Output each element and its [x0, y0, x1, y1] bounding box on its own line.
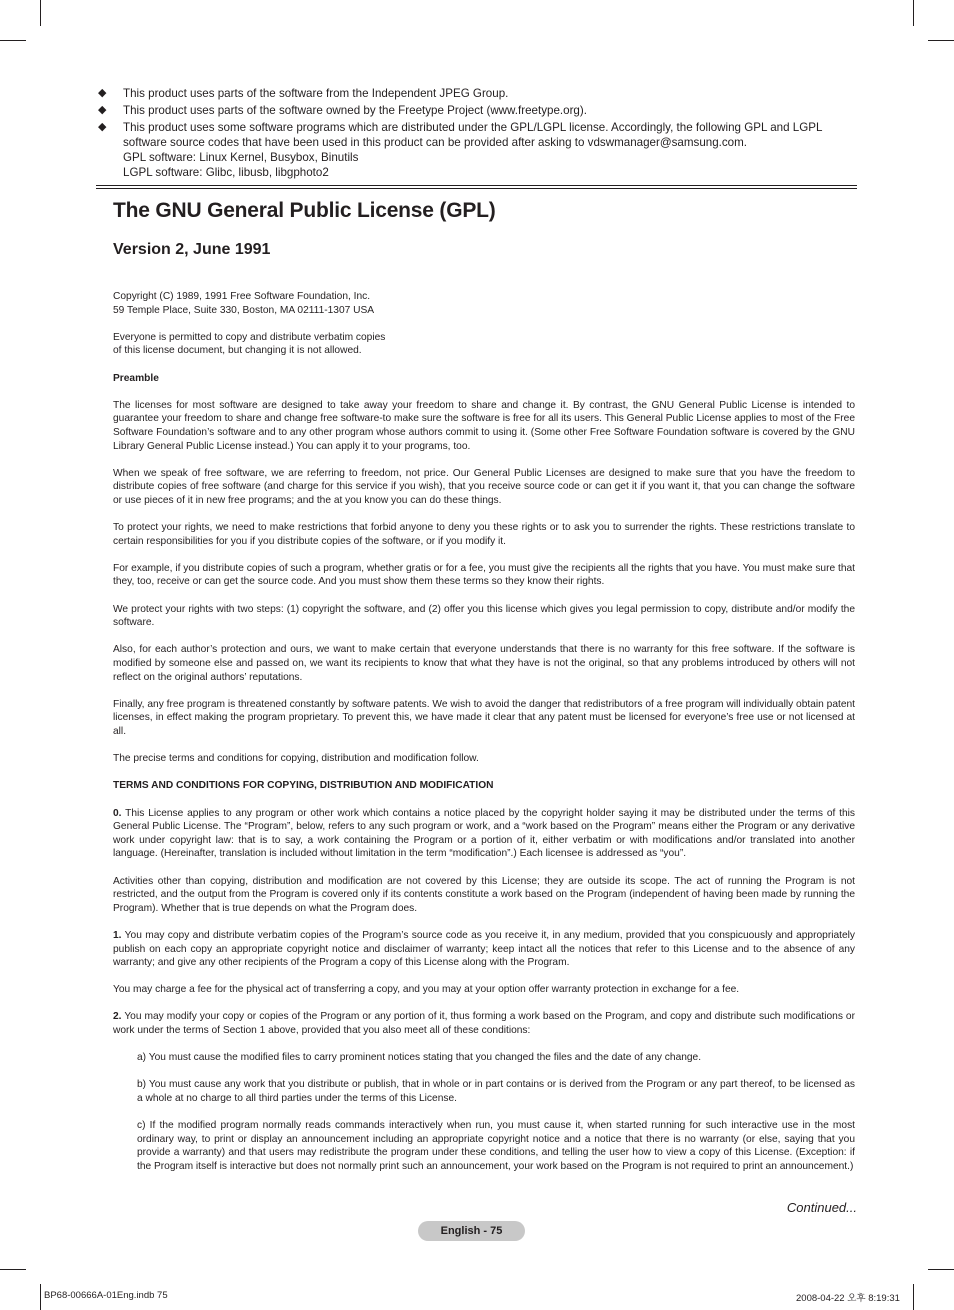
page-subtitle: Version 2, June 1991	[113, 241, 271, 258]
page-title: The GNU General Public License (GPL)	[113, 199, 496, 222]
terms-section-0-continued: Activities other than copying, distribution and modification are not covered by this License; they are outside its scope. The act of running the Program is not restricted, and the output from the Program is covered only if its contents constitute a work based on the Program (independent of having been made by running the Program). Whether that is true depends on what the Program does.	[113, 875, 855, 914]
print-file-info: BP68-00666A-01Eng.indb 75	[44, 1290, 168, 1301]
bullet-text: This product uses some software programs which are distributed under the GPL/LGPL license. Accordingly, the following GPL and LGPL software source codes that have been used in this product can be provided after asking to vdswmanager@samsung.com.	[123, 120, 822, 149]
permission-line: Everyone is permitted to copy and distribute verbatim copies	[113, 331, 386, 343]
preamble-paragraph: The precise terms and conditions for copying, distribution and modification follow.	[113, 753, 479, 765]
copyright-notice	[113, 290, 855, 317]
section-text: You may modify your copy or copies of the Program or any portion of it, thus forming a work based on the Program, and copy and distribute such modifications or work under the terms of Section 1 above, provided that you also meet all of these conditions:	[113, 1011, 855, 1037]
permission-line: of this license document, but changing it is not allowed.	[113, 345, 362, 357]
preamble-paragraph: Finally, any free program is threatened constantly by software patents. We wish to avoid the danger that redistributors of a free program will individually obtain patent licenses, in effect making the program proprietary. To prevent this, we have made it clear that any patent must be licensed for everyone’s free use or not licensed at all.	[113, 698, 855, 737]
preamble-paragraph: For example, if you distribute copies of such a program, whether gratis or for a fee, you must give the recipients all the rights that you have. You must make sure that they, too, receive or can get the source code. And you must show them these terms so they know their rights.	[113, 562, 855, 588]
copyright-line: Copyright (C) 1989, 1991 Free Software Foundation, Inc.	[113, 291, 371, 302]
section-text: This License applies to any program or other work which contains a notice placed by the copyright holder saying it may be distributed under the terms of this General Public License. The “Program”, below, refers to any such program or work, and a “work based on the Program” means either the Program or any derivative work under copyright law: that is to say, a work containing the Program or a portion of it, either verbatim or with modifications and/or translated into another language. (Hereinafter, translation is included without limitation in the term “modification”.) Each licensee is addressed as “you”.	[113, 807, 855, 860]
terms-heading: TERMS AND CONDITIONS FOR COPYING, DISTRIBUTION AND MODIFICATION	[113, 780, 494, 792]
section-number: 0.	[113, 807, 122, 819]
address-line: 59 Temple Place, Suite 330, Boston, MA 02111-1307 USA	[113, 304, 375, 316]
crop-mark	[0, 40, 26, 41]
preamble-paragraph: We protect your rights with two steps: (1) copyright the software, and (2) offer you this license which gives you legal permission to copy, distribute and/or modify the software.	[113, 603, 855, 629]
page-number-badge: English - 75	[418, 1221, 525, 1241]
terms-section-2-item-b: b) You must cause any work that you distribute or publish, that in whole or in part contains or is derived from the Program or any part thereof, to be licensed as a whole at no charge to all third parties under the terms of this License.	[137, 1079, 855, 1105]
preamble-heading: Preamble	[113, 372, 159, 384]
divider-rule	[96, 188, 857, 189]
preamble-paragraph: When we speak of free software, we are referring to freedom, not price. Our General Public Licenses are designed to make sure that you have the freedom to distribute copies of free software (and charge for this service if you wish), that you receive source code or can get it if you want it, that you can change the software or use pieces of it in new free programs; and the at you know you can do these things.	[113, 467, 855, 506]
terms-section-2	[113, 1010, 855, 1037]
bullet-item	[96, 86, 836, 101]
crop-mark	[913, 0, 914, 26]
terms-section-1-continued: You may charge a fee for the physical act of transferring a copy, and you may at your option offer warranty protection in exchange for a fee.	[113, 984, 740, 996]
crop-mark	[40, 1284, 41, 1310]
permission-notice	[113, 331, 855, 358]
crop-mark	[40, 0, 41, 26]
section-number: 1.	[113, 929, 122, 941]
bullet-text: This product uses parts of the software owned by the Freetype Project (www.freetype.org).	[123, 103, 587, 117]
crop-mark	[928, 1269, 954, 1270]
divider-rule	[96, 185, 857, 186]
bullet-item	[96, 103, 836, 118]
license-body	[113, 290, 855, 1187]
preamble-paragraph: The licenses for most software are designed to take away your freedom to share and change it. By contrast, the GNU General Public License is intended to guarantee your freedom to share and change free software-to make sure the software is free for all its users. This General Public License applies to most of the Free Software Foundation’s software and to any other program whose authors commit to using it. (Some other Free Software Foundation software is covered by the GNU Library General Public License instead.) You can apply it to your programs, too.	[113, 399, 855, 452]
bullet-text-lgpl-list: LGPL software: Glibc, libusb, libgphoto2	[123, 166, 329, 180]
crop-mark	[913, 1284, 914, 1310]
crop-mark	[928, 40, 954, 41]
continued-label: Continued...	[786, 1200, 857, 1215]
diamond-bullet-icon: ◆	[98, 120, 107, 133]
terms-section-0	[113, 807, 855, 861]
crop-mark	[0, 1269, 26, 1270]
section-text: You may copy and distribute verbatim copies of the Program’s source code as you receive it, in any medium, provided that you conspicuously and appropriately publish on each copy an appropriate copyright notice and disclaimer of warranty; keep intact all the notices that refer to this License and to the absence of any warranty; and give any other recipients of the Program a copy of this License along with the Program.	[113, 929, 856, 969]
bullet-item	[96, 120, 836, 181]
terms-section-2-item-c: c) If the modified program normally reads commands interactively when run, you must cause it, when started running for such interactive use in the most ordinary way, to print or display an announcement including an appropriate copyright notice and a notice that there is no warranty (or else, saying that you provide a warranty) and that users may redistribute the program under these conditions, and telling the user how to view a copy of this License. (Exception: if the Program itself is interactive but does not normally print such an announcement, your work based on the Program is not required to print an announcement.)	[137, 1120, 855, 1172]
bullet-text-gpl-list: GPL software: Linux Kernel, Busybox, Binutils	[123, 151, 359, 165]
notice-bullet-list	[96, 86, 836, 182]
print-timestamp: 2008-04-22 오후 8:19:31	[796, 1293, 900, 1304]
diamond-bullet-icon: ◆	[98, 103, 107, 116]
terms-section-2-item-a: a) You must cause the modified files to carry prominent notices stating that you changed the files and the date of any change.	[137, 1052, 702, 1064]
preamble-paragraph: To protect your rights, we need to make restrictions that forbid anyone to deny you these rights or to ask you to surrender the rights. These restrictions translate to certain responsibilities for you if you distribute copies of the software, or if you modify it.	[113, 522, 855, 547]
preamble-paragraph: Also, for each author’s protection and ours, we want to make certain that everyone understands that there is no warranty for this free software. If the software is modified by someone else and passed on, we want its recipients to know that what they have is not the original, so that any problems introduced by others will not reflect on the original authors’ reputations.	[113, 644, 855, 683]
bullet-text: This product uses parts of the software from the Independent JPEG Group.	[123, 87, 509, 100]
terms-section-1	[113, 929, 855, 970]
section-number: 2.	[113, 1011, 122, 1023]
diamond-bullet-icon: ◆	[98, 87, 107, 99]
